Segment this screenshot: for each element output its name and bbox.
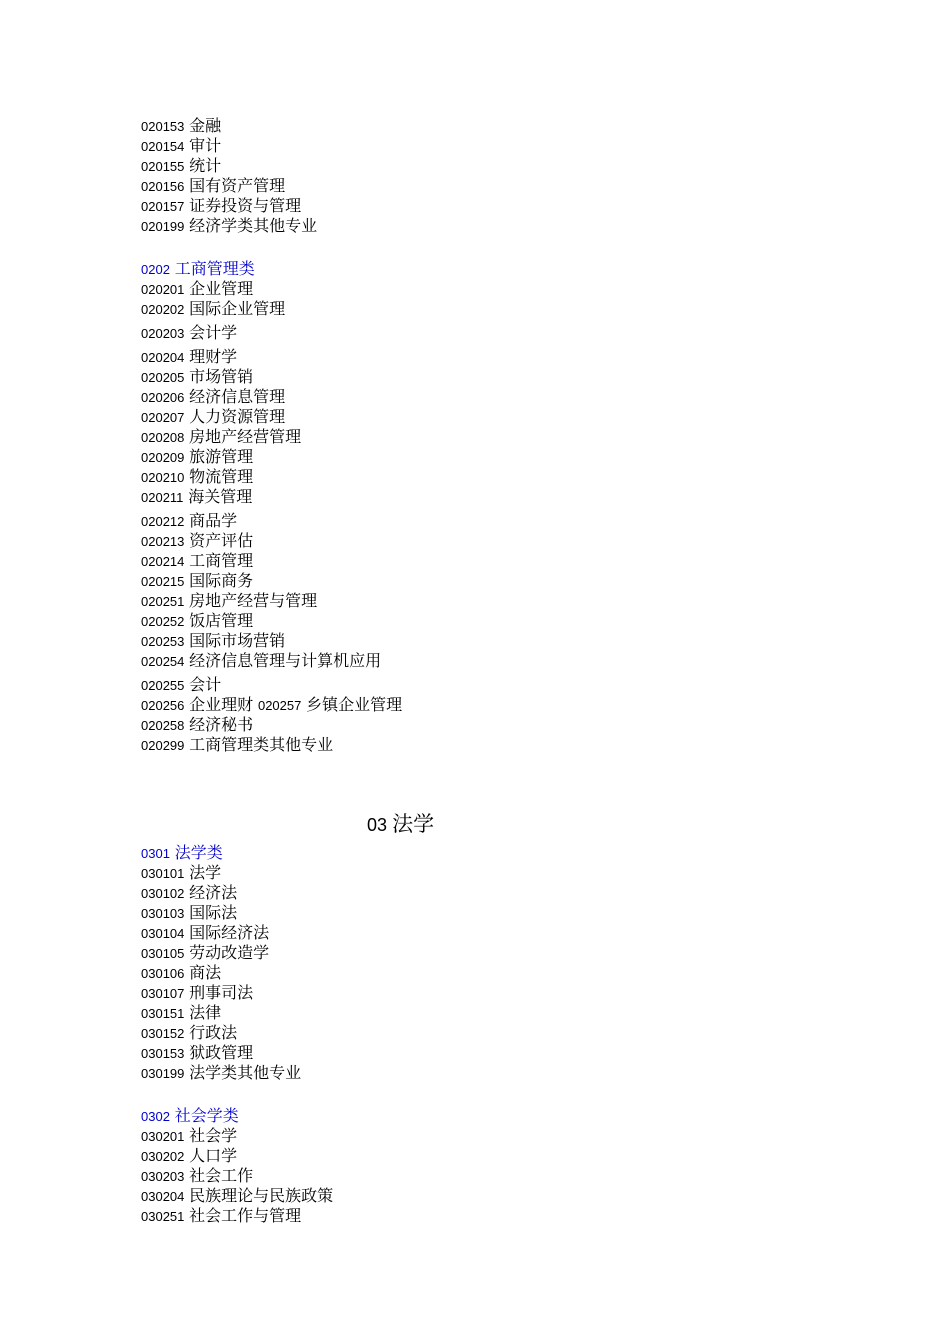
- list-item: 030151 法律: [141, 1003, 222, 1022]
- list-item: 020204 理财学: [141, 347, 238, 366]
- list-item: 020153 金融: [141, 116, 222, 135]
- list-item: 030201 社会学: [141, 1126, 238, 1145]
- list-item: 020210 物流管理: [141, 467, 254, 486]
- list-item: 020251 房地产经营与管理: [141, 591, 318, 610]
- law-section: [141, 843, 301, 1083]
- economics-list: [141, 116, 317, 236]
- list-item: 030101 法学: [141, 863, 222, 882]
- list-item: 020253 国际市场营销: [141, 631, 286, 650]
- list-item: 030203 社会工作: [141, 1166, 254, 1185]
- list-item: 020212 商品学: [141, 511, 238, 530]
- section-heading: 0301 法学类: [141, 843, 223, 862]
- list-item: 020209 旅游管理: [141, 447, 254, 466]
- list-item: 030152 行政法: [141, 1023, 238, 1042]
- list-item: 020156 国有资产管理: [141, 176, 286, 195]
- list-item: 030204 民族理论与民族政策: [141, 1186, 334, 1205]
- list-item: 020208 房地产经营管理: [141, 427, 302, 446]
- list-item: 020254 经济信息管理与计算机应用: [141, 651, 382, 670]
- list-item: 030105 劳动改造学: [141, 943, 270, 962]
- section-heading: 0302 社会学类: [141, 1106, 239, 1125]
- list-item: 020206 经济信息管理: [141, 387, 286, 406]
- business-admin-section: [141, 259, 402, 755]
- list-item: 030199 法学类其他专业: [141, 1063, 302, 1082]
- list-item: 030104 国际经济法: [141, 923, 270, 942]
- list-item: 020201 企业管理: [141, 279, 254, 298]
- list-item: 020214 工商管理: [141, 551, 254, 570]
- list-item: 020299 工商管理类其他专业: [141, 735, 334, 754]
- list-item: 020215 国际商务: [141, 571, 254, 590]
- list-item: 020255 会计: [141, 675, 222, 694]
- list-item: 030202 人口学: [141, 1146, 238, 1165]
- list-item: 020155 统计: [141, 156, 222, 175]
- list-item: 020252 饭店管理: [141, 611, 254, 630]
- list-item: 020207 人力资源管理: [141, 407, 286, 426]
- list-item: 020211 海关管理: [141, 487, 253, 506]
- chapter-title: 03 法学: [367, 812, 435, 836]
- list-item: 020258 经济秘书: [141, 715, 254, 734]
- section-heading: 0202 工商管理类: [141, 259, 255, 278]
- list-item: 020205 市场管销: [141, 367, 254, 386]
- list-item: 020157 证券投资与管理: [141, 196, 302, 215]
- list-item: 030251 社会工作与管理: [141, 1206, 302, 1225]
- list-item: 020202 国际企业管理: [141, 299, 286, 318]
- list-item: 030106 商法: [141, 963, 222, 982]
- list-item: 020199 经济学类其他专业: [141, 216, 318, 235]
- list-item: 030153 狱政管理: [141, 1043, 254, 1062]
- list-item: 020154 审计: [141, 136, 222, 155]
- list-item: 030103 国际法: [141, 903, 238, 922]
- list-item: 030102 经济法: [141, 883, 238, 902]
- sociology-section: [141, 1106, 333, 1226]
- list-item: 020256 企业理财 020257 乡镇企业管理: [141, 695, 403, 714]
- list-item: 020203 会计学: [141, 323, 238, 342]
- list-item: 030107 刑事司法: [141, 983, 254, 1002]
- list-item: 020213 资产评估: [141, 531, 254, 550]
